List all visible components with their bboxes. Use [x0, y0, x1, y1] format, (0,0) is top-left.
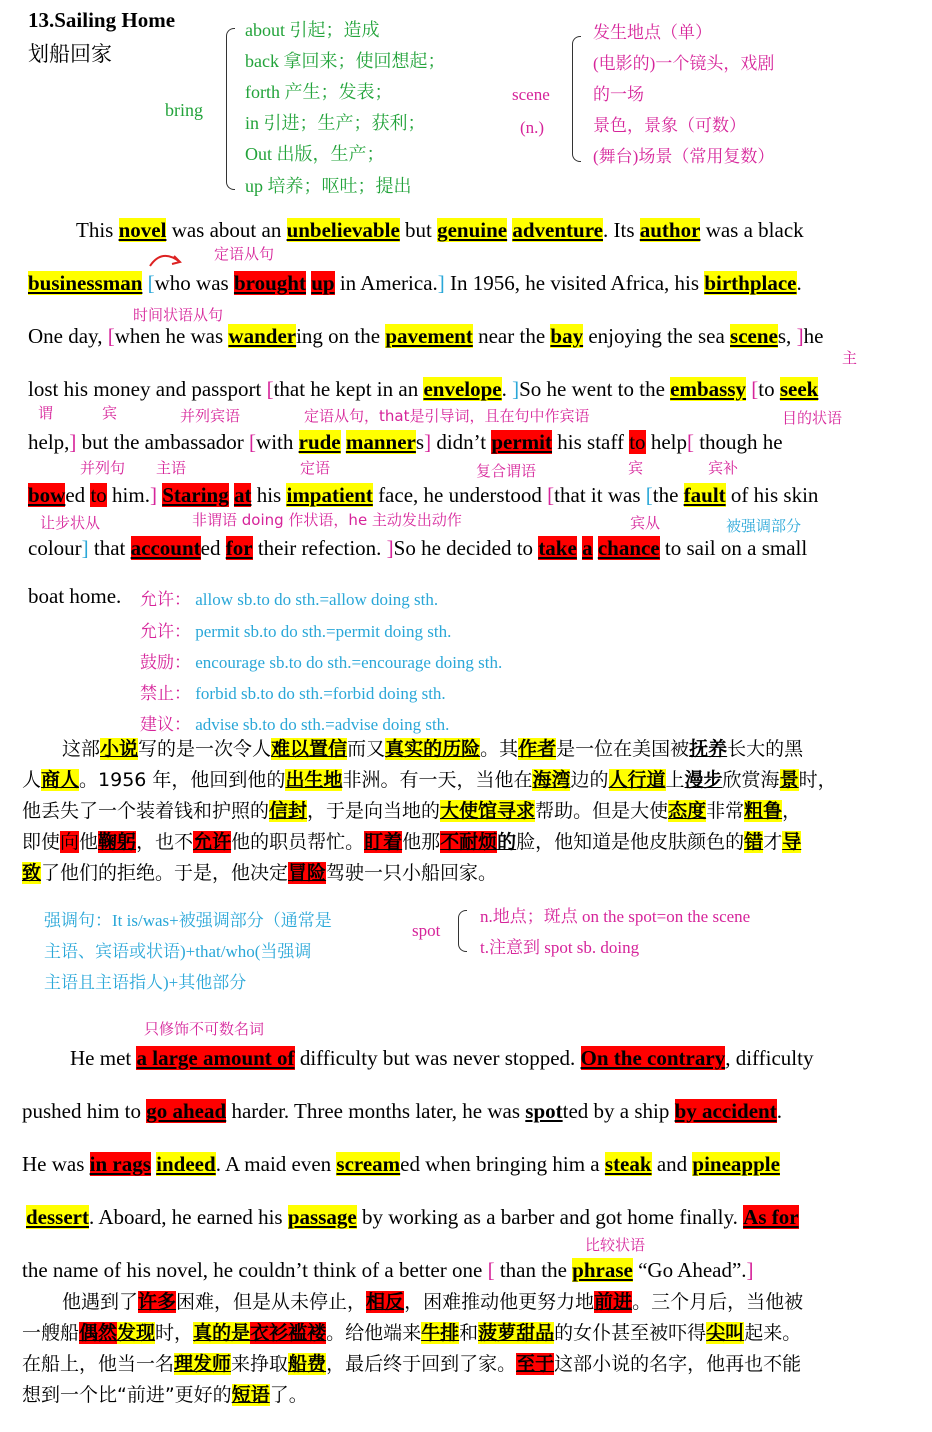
- scene-word: scene: [512, 85, 550, 104]
- para2-line1: He met a large amount of difficulty but was never stopped. On the contrary, difficulty: [70, 1046, 814, 1070]
- bring-item: in 引进；生产；获利；: [245, 113, 426, 133]
- spot-item: t.注意到 spot sb. doing: [480, 938, 640, 957]
- annotation: 比较状语: [585, 1236, 646, 1254]
- para1-line6: bowed to him.] Staring at his impatient face, he understood [that it was [the fault of his skin: [28, 483, 819, 507]
- para2-line2: pushed him to go ahead harder. Three months later, he was spotted by a ship by accident.: [22, 1099, 782, 1123]
- annotation: 宾: [628, 459, 644, 477]
- spot-item: n.地点；斑点 on the spot=on the scene: [480, 907, 751, 926]
- para1-line4: lost his money and passport [that he kept in an envelope. ]So he went to the embassy [to seek: [28, 377, 819, 401]
- document-subtitle: 划船回家: [28, 42, 112, 66]
- cn-para1-line1: 这部小说写的是一次令人难以置信而又真实的历险。其作者是一位在美国被抚养长大的黑: [62, 738, 804, 760]
- annotation: 定语从句: [214, 245, 275, 263]
- annotation: 让步状从: [40, 514, 101, 532]
- bring-item: back 拿回来；使回想起；: [245, 51, 446, 71]
- cn-para2-line2: 一艘船偶然发现时，真的是衣衫褴褛。给他端来牛排和菠萝甜品的女仆甚至被吓得尖叫起来。: [22, 1322, 802, 1344]
- para1-line8: boat home.: [28, 584, 122, 608]
- bring-item: Out 出版，生产；: [245, 144, 385, 164]
- annotation: 宾补: [708, 459, 739, 477]
- para1-line5: help,] but the ambassador [with rude manners] didn’t permit his staff to help[ though he: [28, 430, 783, 454]
- annotation: 非谓语 doing 作状语，he 主动发出动作: [192, 511, 462, 529]
- spot-brace: [458, 910, 467, 952]
- cn-para1-line3: 他丢失了一个装着钱和护照的信封，于是向当地的大使馆寻求帮助。但是大使态度非常粗鲁，: [22, 800, 802, 822]
- bring-item: forth 产生；发表；: [245, 82, 393, 102]
- annotation: 被强调部分: [726, 517, 802, 535]
- annotation: 复合谓语: [476, 462, 537, 480]
- verb-row: 禁止： forbid sb.to do sth.=forbid doing sth.: [140, 684, 446, 703]
- spot-word: spot: [412, 921, 441, 940]
- bring-item: about 引起；造成: [245, 20, 380, 40]
- cn-para2-line4: 想到一个比“前进”更好的短语了。: [22, 1384, 308, 1406]
- document-title: 13.Sailing Home: [28, 8, 176, 32]
- verb-row: 允许： allow sb.to do sth.=allow doing sth.: [140, 590, 439, 609]
- scene-item: (电影的)一个镜头，戏剧: [593, 54, 775, 73]
- annotation: 只修饰不可数名词: [144, 1020, 265, 1038]
- verb-row: 允许： permit sb.to do sth.=permit doing sth.: [140, 622, 452, 641]
- annotation: 主语: [156, 459, 187, 477]
- scene-pos: (n.): [520, 118, 545, 137]
- emphasis-line: 强调句：It is/was+被强调部分（通常是: [44, 911, 332, 930]
- para1-line3: One day, [when he was wandering on the pavement near the bay enjoying the sea scenes, ]he: [28, 324, 824, 348]
- annotation: 主: [842, 349, 858, 367]
- scene-item: 的一场: [593, 85, 644, 104]
- annotation: 时间状语从句: [133, 306, 224, 324]
- annotation: 定语从句，that是引导词，且在句中作宾语: [304, 407, 590, 425]
- emphasis-line: 主语且主语指人)+其他部分: [44, 973, 247, 992]
- cn-para1-line2: 人商人。1956 年，他回到他的出生地非洲。有一天，当他在海湾边的人行道上漫步欣赏海景时，: [22, 769, 837, 791]
- scene-item: 景色，景象（可数）: [593, 116, 746, 135]
- cn-para2-line3: 在船上，他当一名理发师来挣取船费，最后终于回到了家。至于这部小说的名字，他再也不能: [22, 1353, 802, 1375]
- annotation: 目的状语: [782, 409, 843, 427]
- annotation: 并列宾语: [180, 407, 241, 425]
- para2-line4: dessert. Aboard, he earned his passage by working as a barber and got home finally. As for: [26, 1205, 799, 1229]
- annotation: 定语: [300, 459, 331, 477]
- bring-item: up 培养；呕吐；提出: [245, 176, 412, 196]
- scene-brace: [572, 36, 581, 162]
- cn-para1-line4: 即使向他鞠躬，也不允许他的职员帮忙。盯着他那不耐烦的脸，他知道是他皮肤颜色的错才导: [22, 831, 802, 853]
- annotation: 谓: [38, 404, 54, 422]
- bring-brace: [226, 28, 235, 190]
- cn-para2-line1: 他遇到了许多困难，但是从未停止，相反，困难推动他更努力地前进。三个月后，当他被: [62, 1291, 804, 1313]
- scene-item: 发生地点（单）: [593, 23, 712, 42]
- annotation: 宾: [102, 404, 118, 422]
- para1-line7: colour] that accounted for their refection. ]So he decided to take a chance to sail on a small: [28, 536, 808, 560]
- bring-word: bring: [165, 100, 203, 120]
- para1-line2: businessman [who was brought up in America.] In 1956, he visited Africa, his birthplace.: [28, 271, 802, 295]
- annotation: 宾从: [630, 514, 661, 532]
- scene-item: (舞台)场景（常用复数）: [593, 147, 775, 166]
- para2-line5: the name of his novel, he couldn’t think of a better one [ than the phrase “Go Ahead”.]: [22, 1258, 754, 1282]
- emphasis-line: 主语、宾语或状语)+that/who(当强调: [44, 942, 312, 961]
- curved-arrow-icon: [148, 248, 184, 270]
- annotation: 并列句: [80, 459, 126, 477]
- verb-row: 建议： advise sb.to do sth.=advise doing sth.: [140, 715, 450, 734]
- para1-line1: This novel was about an unbelievable but genuine adventure. Its author was a black: [76, 218, 804, 242]
- verb-row: 鼓励： encourage sb.to do sth.=encourage doing sth.: [140, 653, 503, 672]
- para2-line3: He was in rags indeed. A maid even screamed when bringing him a steak and pineapple: [22, 1152, 780, 1176]
- cn-para1-line5: 致了他们的拒绝。于是，他决定冒险驾驶一只小船回家。: [22, 862, 498, 884]
